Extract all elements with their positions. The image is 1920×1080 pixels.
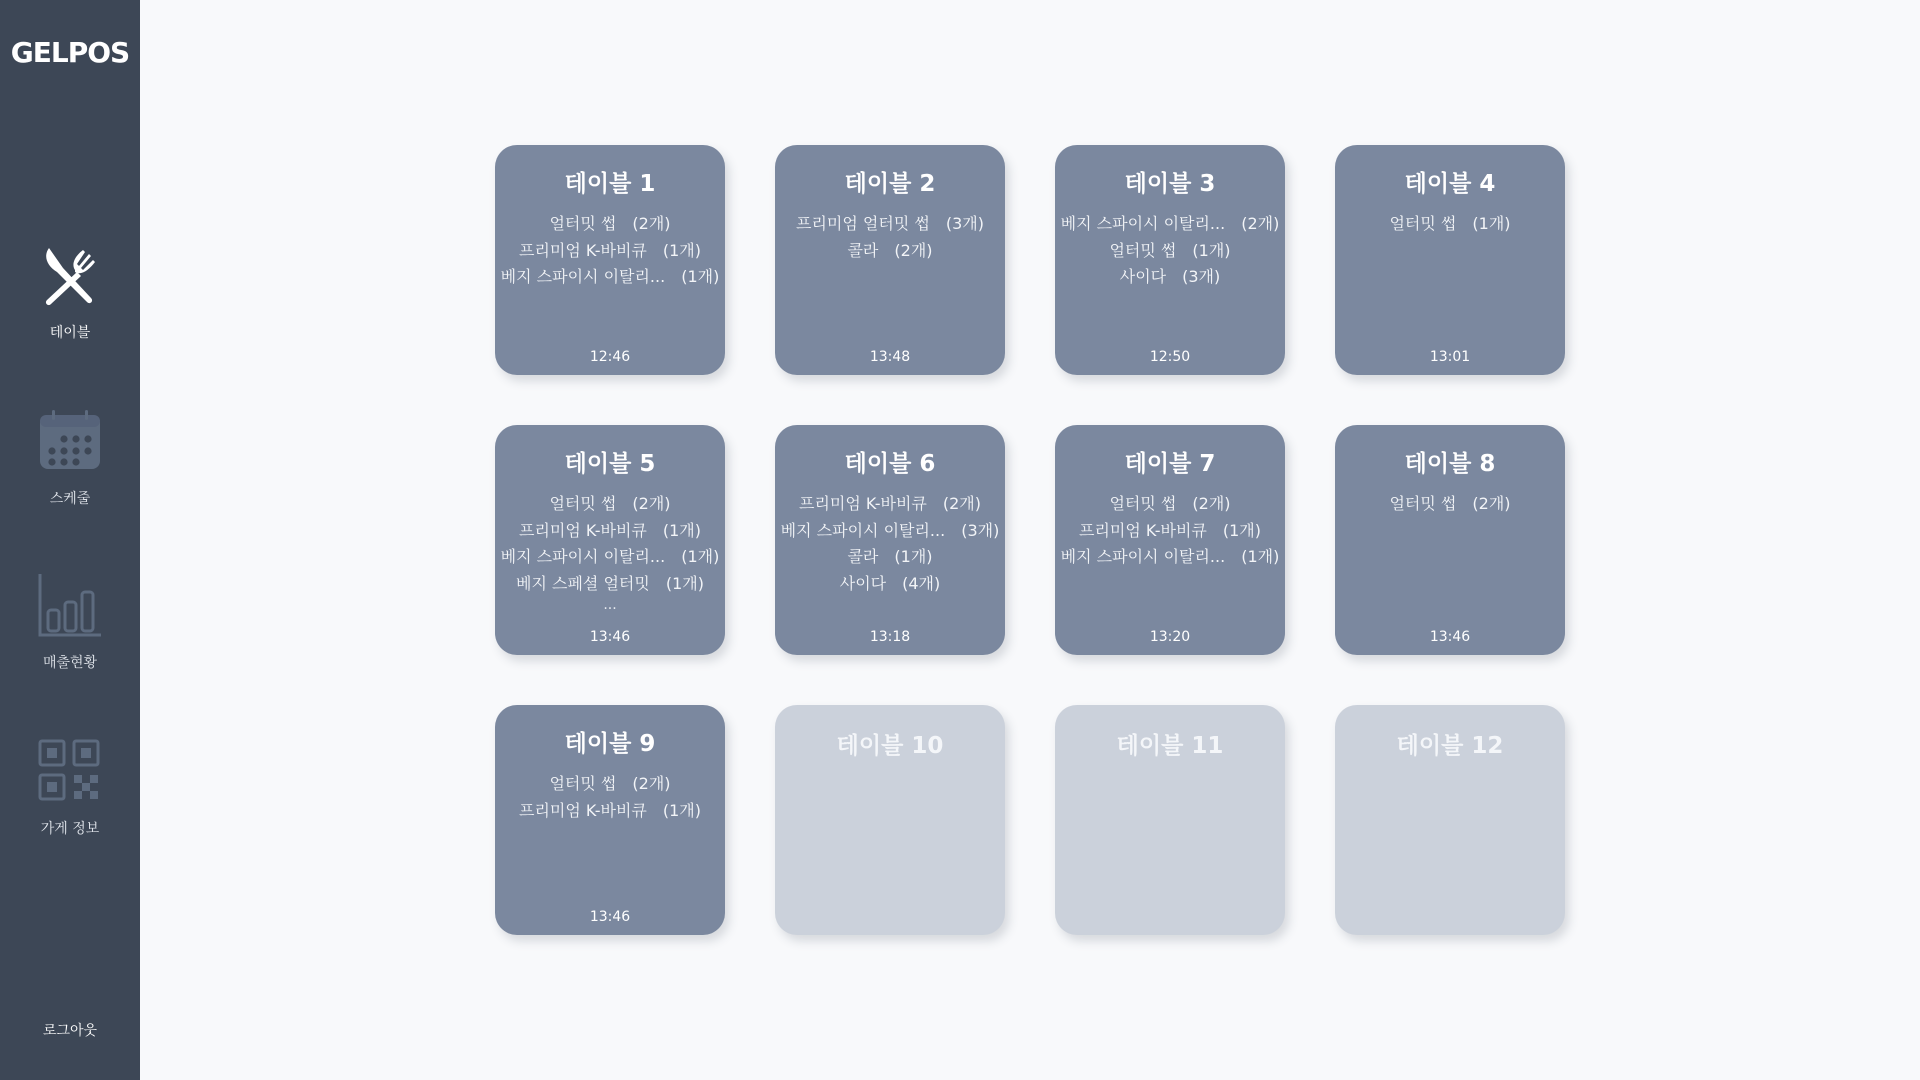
order-list: [495, 771, 725, 824]
order-time: 13:18: [869, 629, 911, 645]
order-item-qty: (2개): [632, 494, 671, 513]
order-item: [840, 571, 941, 598]
order-item: [549, 771, 670, 798]
table-name: 테이블 3: [1124, 171, 1216, 197]
table-name: 테이블 9: [564, 731, 656, 757]
order-item-qty: (2개): [894, 240, 933, 260]
order-item-qty: (3개): [1182, 267, 1221, 286]
sidebar-item-label: 매출현황: [42, 655, 98, 671]
order-item: [1389, 211, 1510, 238]
utensils-icon: [35, 240, 105, 310]
order-item-menu: 프리미엄 K-바비큐: [519, 520, 647, 540]
order-item-qty: (2개): [1472, 494, 1511, 513]
order-item-menu: 사이다: [839, 573, 887, 593]
table-name: 테이블 10: [836, 733, 944, 759]
table-card-7[interactable]: [1055, 425, 1285, 655]
table-name: 테이블 11: [1116, 733, 1224, 759]
order-item: [516, 571, 704, 598]
order-item-qty: (2개): [942, 494, 981, 513]
table-name: 테이블 1: [564, 171, 656, 197]
order-item-qty: (1개): [681, 547, 720, 566]
table-card-8[interactable]: [1335, 425, 1565, 655]
table-name: 테이블 7: [1124, 451, 1216, 477]
order-item: [1389, 491, 1510, 518]
order-item-menu: 프리미엄 K-바비큐: [519, 240, 647, 260]
calendar-icon: [35, 406, 105, 476]
sidebar-item-table[interactable]: [0, 240, 140, 342]
order-item: [549, 491, 670, 518]
more-items-indicator: ...: [603, 597, 617, 613]
order-time: 13:46: [589, 629, 631, 645]
order-item-qty: (4개): [902, 573, 941, 593]
order-item-menu: 프리미엄 K-바비큐: [519, 800, 647, 820]
order-item-menu: 프리미엄 K-바비큐: [1079, 520, 1207, 540]
order-time: 13:48: [869, 349, 911, 365]
app-logo[interactable]: GELPOS: [10, 36, 130, 69]
order-item-qty: (1개): [662, 800, 701, 820]
table-card-4[interactable]: [1335, 145, 1565, 375]
order-item-qty: (1개): [1472, 214, 1511, 233]
order-item-menu: 베지 스파이시 이탈리...: [1060, 547, 1226, 566]
table-name: 테이블 6: [844, 451, 936, 477]
order-item: [847, 544, 932, 571]
order-item: [549, 211, 670, 238]
sidebar-item-label: 가게 정보: [40, 821, 100, 837]
order-time: 13:46: [589, 909, 631, 925]
order-item-qty: (1개): [1222, 520, 1261, 540]
table-grid: [495, 145, 1565, 935]
order-item-menu: 프리미엄 K-바비큐: [799, 494, 927, 513]
order-item: [501, 544, 720, 571]
order-item-qty: (1개): [662, 240, 701, 260]
order-item: [519, 798, 701, 825]
qr-code-icon: [35, 736, 105, 806]
order-item: [847, 238, 932, 265]
order-list: [495, 491, 725, 613]
order-item-qty: (2개): [1192, 494, 1231, 513]
order-item-menu: 베지 스파이시 이탈리...: [500, 547, 666, 566]
order-time: 12:46: [589, 349, 631, 365]
table-name: 테이블 4: [1404, 171, 1496, 197]
order-time: 13:46: [1429, 629, 1471, 645]
order-time: 13:01: [1429, 349, 1471, 365]
order-time: 13:20: [1149, 629, 1191, 645]
order-item-qty: (1개): [681, 267, 720, 286]
order-item: [1109, 491, 1230, 518]
order-item-menu: 얼터밋 썹: [1109, 240, 1177, 260]
table-card-6[interactable]: [775, 425, 1005, 655]
order-item-qty: (2개): [1241, 214, 1280, 233]
order-item-menu: 얼터밋 썹: [1109, 494, 1177, 513]
order-item-qty: (3개): [961, 520, 1000, 540]
order-item-qty: (1개): [1192, 240, 1231, 260]
order-item: [1061, 211, 1280, 238]
order-list: [775, 211, 1005, 264]
order-item-menu: 베지 스파이시 이탈리...: [780, 520, 946, 540]
order-item-qty: (1개): [662, 520, 701, 540]
table-card-10[interactable]: [775, 705, 1005, 935]
order-list: [1335, 491, 1565, 518]
sidebar-item-label: 스케줄: [49, 491, 91, 507]
order-item-menu: 사이다: [1119, 267, 1167, 286]
bar-chart-icon: [35, 570, 105, 640]
order-list: [1335, 211, 1565, 238]
order-item-menu: 콜라: [847, 240, 879, 260]
table-name: 테이블 5: [564, 451, 656, 477]
order-item-menu: 프리미엄 얼터밋 썹: [796, 214, 930, 233]
sidebar: [0, 0, 140, 1080]
order-item-qty: (1개): [894, 547, 933, 566]
order-item: [799, 491, 981, 518]
order-list: [1055, 491, 1285, 571]
order-item-qty: (2개): [632, 214, 671, 233]
table-card-3[interactable]: [1055, 145, 1285, 375]
sidebar-item-label: 테이블: [49, 325, 91, 341]
table-card-12[interactable]: [1335, 705, 1565, 935]
table-card-11[interactable]: [1055, 705, 1285, 935]
table-name: 테이블 8: [1404, 451, 1496, 477]
order-item-menu: 베지 스파이시 이탈리...: [500, 267, 666, 286]
order-item: [519, 238, 701, 265]
table-card-5[interactable]: [495, 425, 725, 655]
order-item: [781, 518, 1000, 545]
sidebar-item-sales[interactable]: [0, 570, 140, 672]
order-item-menu: 콜라: [847, 547, 879, 566]
table-name: 테이블 2: [844, 171, 936, 197]
table-name: 테이블 12: [1396, 733, 1504, 759]
table-card-9[interactable]: [495, 705, 725, 935]
order-item-menu: 얼터밋 썹: [1389, 214, 1457, 233]
order-list: [775, 491, 1005, 597]
order-item: [1120, 264, 1221, 291]
order-item-qty: (3개): [945, 214, 984, 233]
order-item-menu: 얼터밋 썹: [549, 494, 617, 513]
order-item-qty: (1개): [1241, 547, 1280, 566]
order-list: [1055, 211, 1285, 291]
order-item-qty: (1개): [665, 573, 704, 593]
order-item: [501, 264, 720, 291]
order-item-menu: 베지 스페셜 얼터밋: [516, 573, 650, 593]
order-item: [796, 211, 984, 238]
order-item-qty: (2개): [632, 774, 671, 793]
order-item: [1061, 544, 1280, 571]
order-list: [495, 211, 725, 291]
table-card-2[interactable]: [775, 145, 1005, 375]
sidebar-item-store-info[interactable]: [0, 736, 140, 838]
order-item-menu: 얼터밋 썹: [549, 214, 617, 233]
order-item-menu: 얼터밋 썹: [549, 774, 617, 793]
order-item: [519, 518, 701, 545]
order-item: [1109, 238, 1230, 265]
table-card-1[interactable]: [495, 145, 725, 375]
order-item-menu: 베지 스파이시 이탈리...: [1060, 214, 1226, 233]
order-item-menu: 얼터밋 썹: [1389, 494, 1457, 513]
order-time: 12:50: [1149, 349, 1191, 365]
logout-button[interactable]: 로그아웃: [42, 1023, 98, 1039]
sidebar-item-schedule[interactable]: [0, 406, 140, 508]
order-item: [1079, 518, 1261, 545]
